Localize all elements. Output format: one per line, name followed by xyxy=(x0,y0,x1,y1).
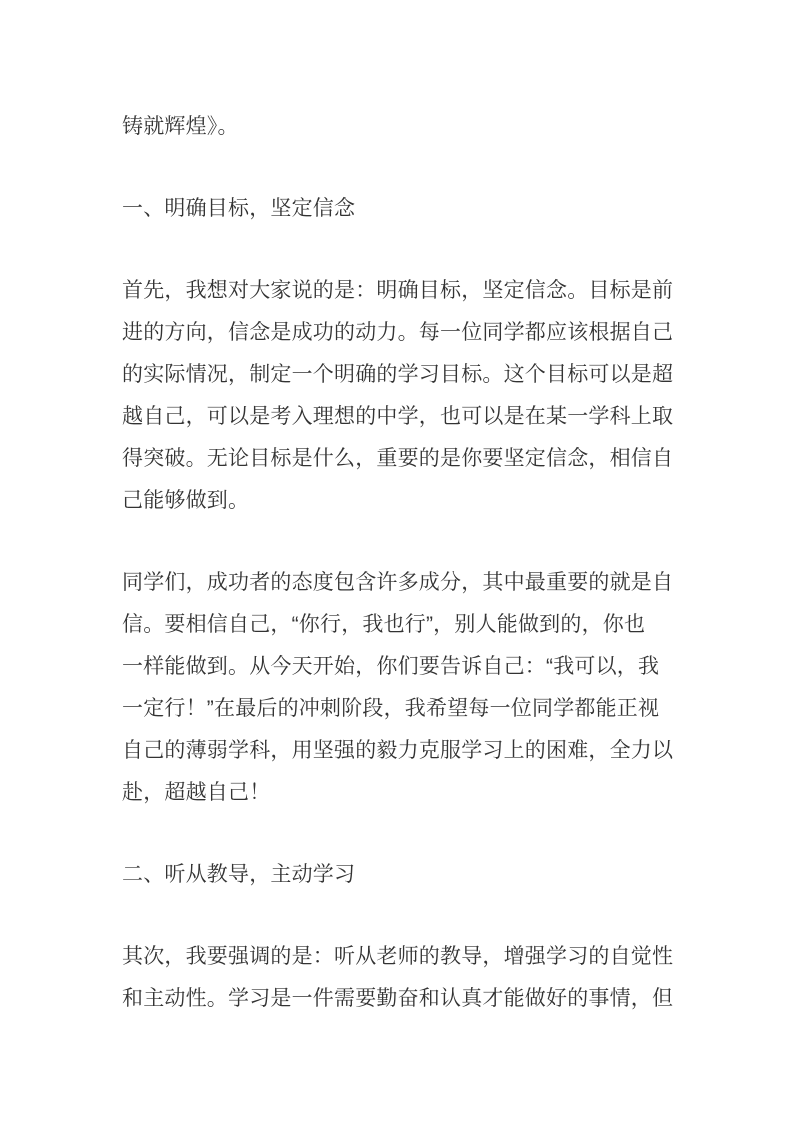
section-1-heading xyxy=(122,188,682,230)
text-line: 赴，超越自己！ xyxy=(122,781,271,804)
document-content xyxy=(122,106,682,1020)
text-line: 己能够做到。 xyxy=(122,489,250,512)
section-1-paragraph-2 xyxy=(122,562,682,814)
section-2-paragraph-1 xyxy=(122,936,682,1020)
section-2-heading xyxy=(122,854,682,896)
text-line: 首先，我想对大家说的是：明确目标，坚定信念。目标是前 xyxy=(122,279,674,302)
section-1-paragraph-1 xyxy=(122,270,682,522)
text-line: 铸就辉煌》。 xyxy=(122,115,239,138)
text-line: 自己的薄弱学科，用坚强的毅力克服学习上的困难，全力以 xyxy=(122,739,674,762)
text-line: 的实际情况，制定一个明确的学习目标。这个目标可以是超 xyxy=(122,363,674,386)
text-line: 信。要相信自己，“你行，我也行”，别人能做到的，你也 xyxy=(122,613,646,636)
title-continuation xyxy=(122,106,682,148)
text-line: 进的方向，信念是成功的动力。每一位同学都应该根据自己 xyxy=(122,321,674,344)
text-line: 一、明确目标，坚定信念 xyxy=(122,197,356,220)
text-line: 得突破。无论目标是什么，重要的是你要坚定信念，相信自 xyxy=(122,447,674,470)
text-line: 一定行！”在最后的冲刺阶段，我希望每一位同学都能正视 xyxy=(122,697,660,720)
text-line: 和主动性。学习是一件需要勤奋和认真才能做好的事情，但 xyxy=(122,987,674,1010)
text-line: 同学们，成功者的态度包含许多成分，其中最重要的就是自 xyxy=(122,571,674,594)
text-line: 越自己，可以是考入理想的中学，也可以是在某一学科上取 xyxy=(122,405,674,428)
text-line: 二、听从教导，主动学习 xyxy=(122,863,356,886)
text-line: 一样能做到。从今天开始，你们要告诉自己：“我可以，我 xyxy=(122,655,660,678)
text-line: 其次，我要强调的是：听从老师的教导，增强学习的自觉性 xyxy=(122,945,674,968)
